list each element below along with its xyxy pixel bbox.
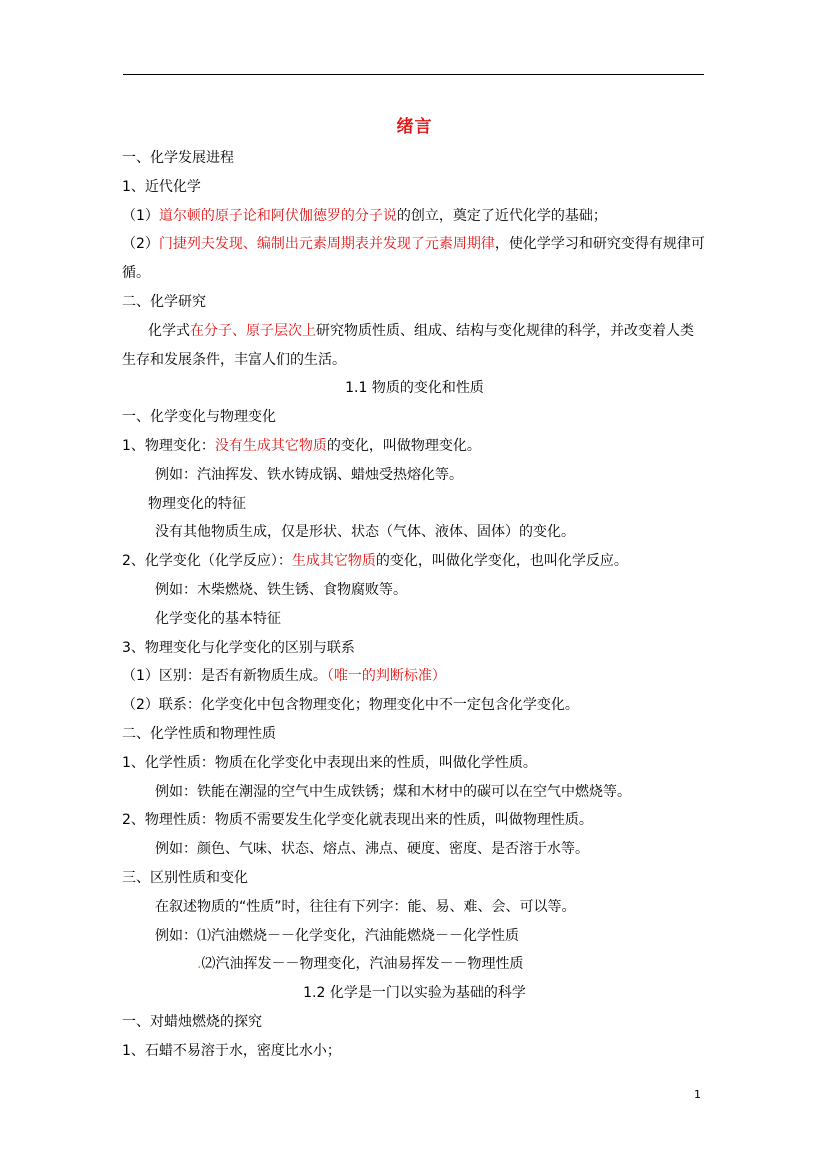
page-title: 绪言 xyxy=(396,117,433,137)
stray-dot: . xyxy=(197,956,202,973)
section-heading: 一、对蜡烛燃烧的探究 xyxy=(122,1013,262,1030)
highlight-text: 道尔顿的原子论和阿伏伽德罗的分子说 xyxy=(158,207,397,224)
highlight-text: 没有生成其它物质 xyxy=(214,437,327,454)
example-line: 例如：汽油挥发、铁水铸成锅、蜡烛受热熔化等。 xyxy=(155,466,463,483)
paragraph: （2）门捷列夫发现、编制出元素周期表并发现了元素周期律，使化学学习和研究变得有规律可循。 xyxy=(122,236,705,282)
highlight-text: （唯一的判断标准） xyxy=(326,668,446,685)
subsection-heading: 1、近代化学 xyxy=(122,178,201,195)
example-line: .⑵汽油挥发－－物理变化，汽油易挥发－－物理性质 xyxy=(197,956,524,973)
paragraph: 化学式在分子、原子层次上研究物质性质、组成、结构与变化规律的科学，并改变着人类生存和发展条件，丰富人们的生活。 xyxy=(122,322,694,368)
document-body xyxy=(122,110,707,1066)
example-line: 例如：颜色、气味、状态、熔点、沸点、硬度、密度、是否溶于水等。 xyxy=(155,841,589,858)
paragraph: （1）区别：是否有新物质生成。（唯一的判断标准） xyxy=(122,668,446,685)
highlight-text: 生成其它物质 xyxy=(291,553,376,570)
section-heading: 三、区别性质和变化 xyxy=(122,869,248,886)
paragraph: 没有其他物质生成，仅是形状、状态（气体、液体、固体）的变化。 xyxy=(155,524,575,541)
paragraph: 1、化学性质：物质在化学变化中表现出来的性质，叫做化学性质。 xyxy=(122,754,537,771)
paragraph: 在叙述物质的“性质”时，往往有下列字：能、易、难、会、可以等。 xyxy=(155,898,576,915)
header-rule xyxy=(123,74,704,75)
paragraph: （2）联系：化学变化中包含物理变化；物理变化中不一定包含化学变化。 xyxy=(122,697,579,714)
chapter-heading: 1.2 化学是一门以实验为基础的科学 xyxy=(303,985,526,1002)
highlight-text: 门捷列夫发现、编制出元素周期表并发现了元素周期律 xyxy=(158,236,495,253)
subheading: 物理变化的特征 xyxy=(148,495,246,512)
highlight-text: 在分子、原子层次上 xyxy=(190,322,316,339)
section-heading: 二、化学研究 xyxy=(122,293,206,310)
paragraph: 2、化学变化（化学反应）：生成其它物质的变化，叫做化学变化，也叫化学反应。 xyxy=(122,553,628,570)
paragraph: 1、石蜡不易溶于水，密度比水小； xyxy=(122,1042,341,1059)
section-heading: 二、化学性质和物理性质 xyxy=(122,725,276,742)
paragraph: 1、物理变化：没有生成其它物质的变化，叫做物理变化。 xyxy=(122,437,481,454)
page-number: 1 xyxy=(694,1088,701,1101)
chapter-heading: 1.1 物质的变化和性质 xyxy=(345,380,484,397)
subsection-heading: 3、物理变化与化学变化的区别与联系 xyxy=(122,639,355,656)
example-line: 例如：铁能在潮湿的空气中生成铁锈；煤和木材中的碳可以在空气中燃烧等。 xyxy=(155,783,631,800)
section-heading: 一、化学发展进程 xyxy=(122,150,234,166)
paragraph: （1）道尔顿的原子论和阿伏伽德罗的分子说的创立，奠定了近代化学的基础； xyxy=(122,207,607,224)
subheading: 化学变化的基本特征 xyxy=(155,610,281,627)
paragraph: 2、物理性质：物质不需要发生化学变化就表现出来的性质，叫做物理性质。 xyxy=(122,812,593,829)
example-line: 例如：木柴燃烧、铁生锈、食物腐败等。 xyxy=(155,581,407,598)
section-heading: 一、化学变化与物理变化 xyxy=(122,409,276,426)
example-line: 例如：⑴汽油燃烧－－化学变化，汽油能燃烧－－化学性质 xyxy=(155,927,519,944)
